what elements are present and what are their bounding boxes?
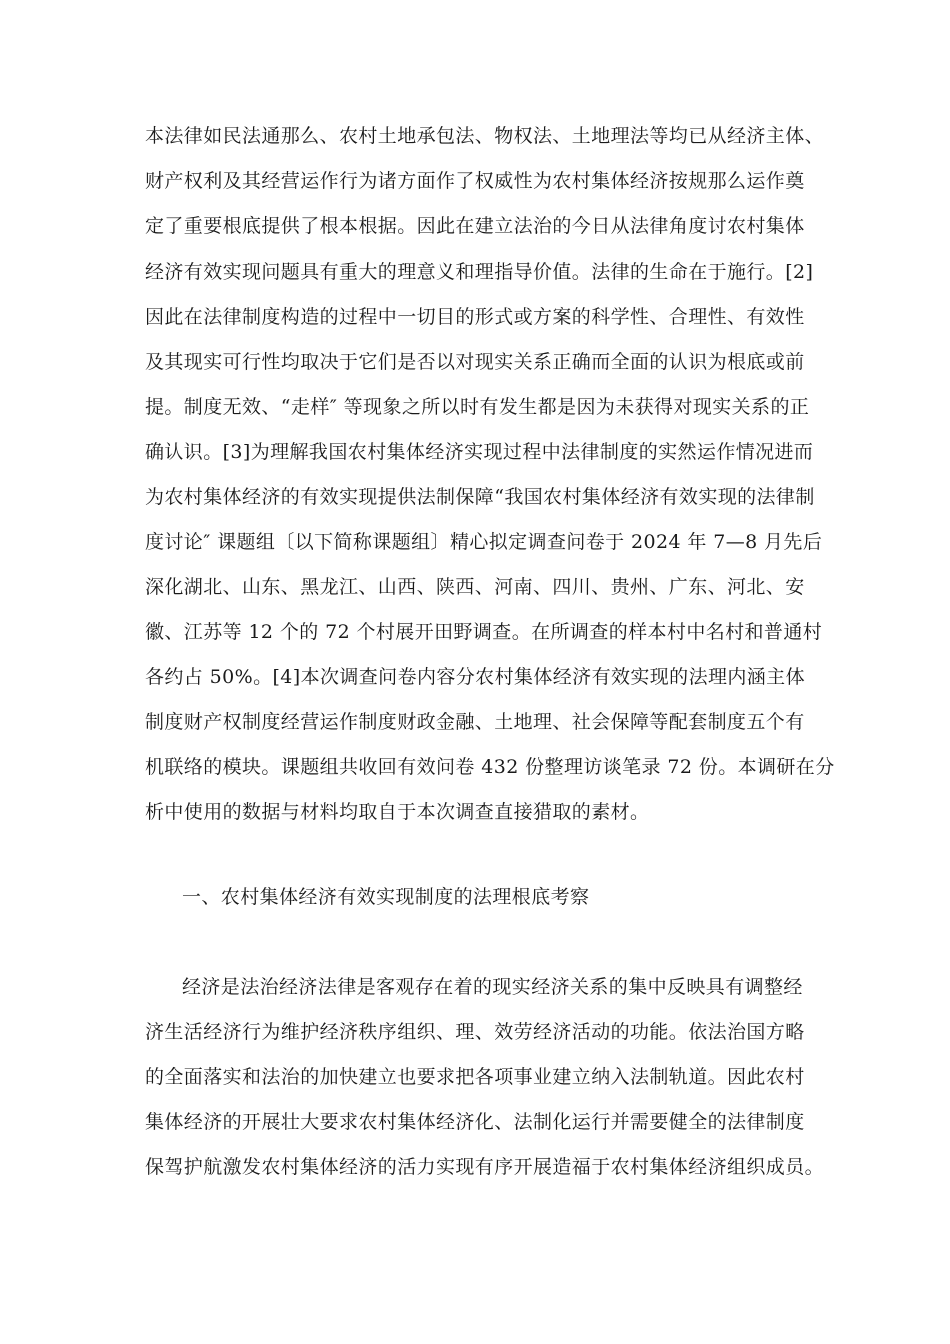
paragraph-line: 的全面落实和法治的加快建立也要求把各项事业建立纳入法制轨道。因此农村 (145, 1066, 805, 1088)
paragraph-line: 析中使用的数据与材料均取自于本次调查直接猎取的素材。 (145, 801, 650, 823)
paragraph-line: 财产权利及其经营运作行为诸方面作了权威性为农村集体经济按规那么运作奠 (145, 170, 805, 192)
paragraph-line: 各约占 50%。[4]本次调查问卷内容分农村集体经济有效实现的法理内涵主体 (145, 666, 805, 688)
paragraph-line: 经济是法治经济法律是客观存在着的现实经济关系的集中反映具有调整经 (182, 976, 803, 998)
paragraph-line: 本法律如民法通那么、农村土地承包法、物权法、土地理法等均已从经济主体、 (145, 125, 825, 147)
paragraph-line: 确认识。[3]为理解我国农村集体经济实现过程中法律制度的实然运作情况进而 (145, 441, 814, 463)
paragraph-line: 定了重要根底提供了根本根据。因此在建立法治的今日从法律角度讨农村集体 (145, 215, 805, 237)
paragraph-line: 保驾护航激发农村集体经济的活力实现有序开展造福于农村集体经济组织成员。 (145, 1156, 825, 1178)
paragraph-line: 因此在法律制度构造的过程中一切目的形式或方案的科学性、合理性、有效性 (145, 306, 805, 328)
paragraph-line: 及其现实可行性均取决于它们是否以对现实关系正确而全面的认识为根底或前 (145, 351, 805, 373)
paragraph-line: 制度财产权制度经营运作制度财政金融、土地理、社会保障等配套制度五个有 (145, 711, 805, 733)
paragraph-line: 徽、江苏等 12 个的 72 个村展开田野调查。在所调查的样本村中名村和普通村 (145, 621, 823, 643)
section-heading: 一、农村集体经济有效实现制度的法理根底考察 (182, 886, 590, 908)
paragraph-line: 提。制度无效、“走样″ 等现象之所以时有发生都是因为未获得对现实关系的正 (145, 396, 810, 418)
paragraph-line: 为农村集体经济的有效实现提供法制保障“我国农村集体经济有效实现的法律制 (145, 486, 815, 508)
paragraph-line: 集体经济的开展壮大要求农村集体经济化、法制化运行并需要健全的法律制度 (145, 1111, 805, 1133)
paragraph-line: 济生活经济行为维护经济秩序组织、理、效劳经济活动的功能。依法治国方略 (145, 1021, 805, 1043)
paragraph-line: 度讨论″ 课题组〔以下简称课题组〕精心拟定调查问卷于 2024 年 7—8 月先后 (145, 531, 823, 553)
paragraph-line: 深化湖北、山东、黑龙江、山西、陕西、河南、四川、贵州、广东、河北、安 (145, 576, 805, 598)
paragraph-line: 经济有效实现问题具有重大的理意义和理指导价值。法律的生命在于施行。[2] (145, 261, 814, 283)
paragraph-line: 机联络的模块。课题组共收回有效问卷 432 份整理访谈笔录 72 份。本调研在分 (145, 756, 835, 778)
